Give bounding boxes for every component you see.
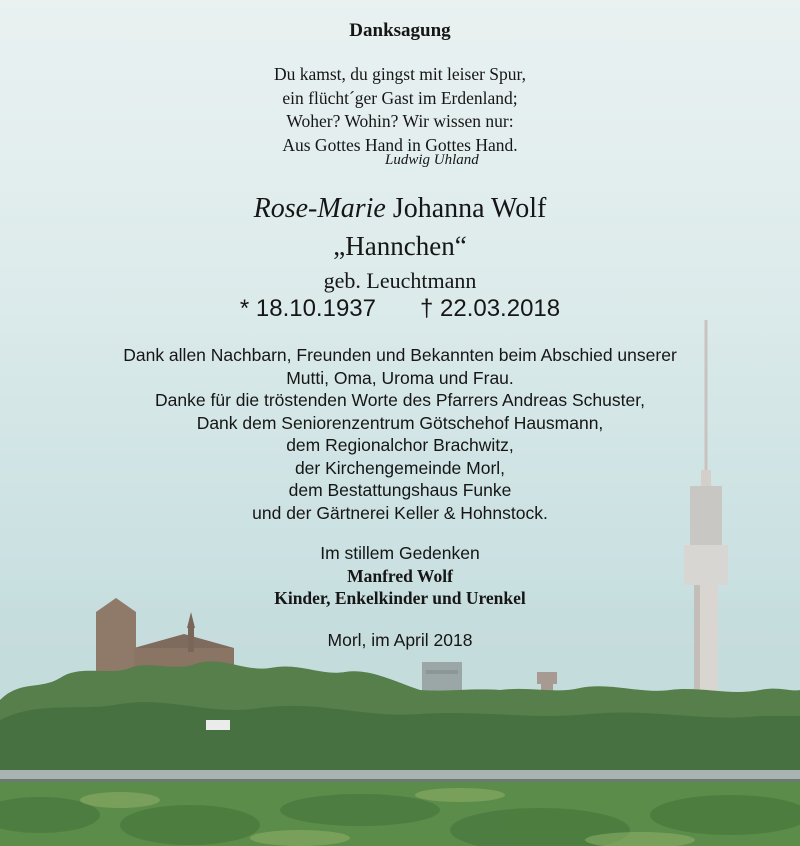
first-names: Rose-Marie: [253, 193, 386, 224]
birth-name: geb. Leuchtmann: [323, 268, 477, 293]
thanks-line: der Kirchengemeinde Morl,: [294, 457, 506, 478]
spouse-name: Manfred Wolf: [347, 565, 453, 586]
heading: Danksagung: [349, 20, 451, 41]
poem: [0, 63, 800, 157]
death-date: † 22.03.2018: [419, 295, 561, 322]
place-date: Morl, im April 2018: [327, 630, 473, 650]
poem-author: Ludwig Uhland: [385, 152, 479, 168]
thanks-text: [0, 344, 800, 524]
memory-intro: Im stillem Gedenken: [320, 543, 480, 563]
poem-line: Aus Gottes Hand in Gottes Hand.: [282, 134, 518, 155]
thanks-line: dem Regionalchor Brachwitz,: [286, 435, 514, 455]
nickname: „Hannchen“: [333, 231, 467, 261]
poem-line: Du kamst, du gingst mit leiser Spur,: [273, 64, 527, 84]
thanks-line: Mutti, Oma, Uroma und Frau.: [286, 367, 514, 388]
thanks-line: Danke für die tröstenden Worte des Pfarrers Andreas Schuster,: [155, 390, 645, 410]
road-line: [0, 770, 800, 780]
memory-signature: [0, 542, 800, 610]
thanks-line: dem Bestattungshaus Funke: [288, 480, 512, 500]
poem-line: ein flücht´ger Gast im Erdenland;: [282, 87, 518, 108]
thanks-line: Dank allen Nachbarn, Freunden und Bekannten beim Abschied unserer: [123, 345, 677, 365]
thanks-line: und der Gärtnerei Keller & Hohnstock.: [252, 502, 548, 523]
deceased-name: [0, 193, 800, 225]
thanks-line: Dank dem Seniorenzentrum Götschehof Hausmann,: [196, 412, 604, 433]
poem-line: Woher? Wohin? Wir wissen nur:: [286, 111, 514, 131]
family-line: Kinder, Enkelkinder und Urenkel: [274, 588, 526, 608]
life-dates: [0, 295, 800, 323]
middle-last-name: Johanna Wolf: [392, 193, 547, 224]
birth-date: * 18.10.1937: [239, 295, 376, 322]
